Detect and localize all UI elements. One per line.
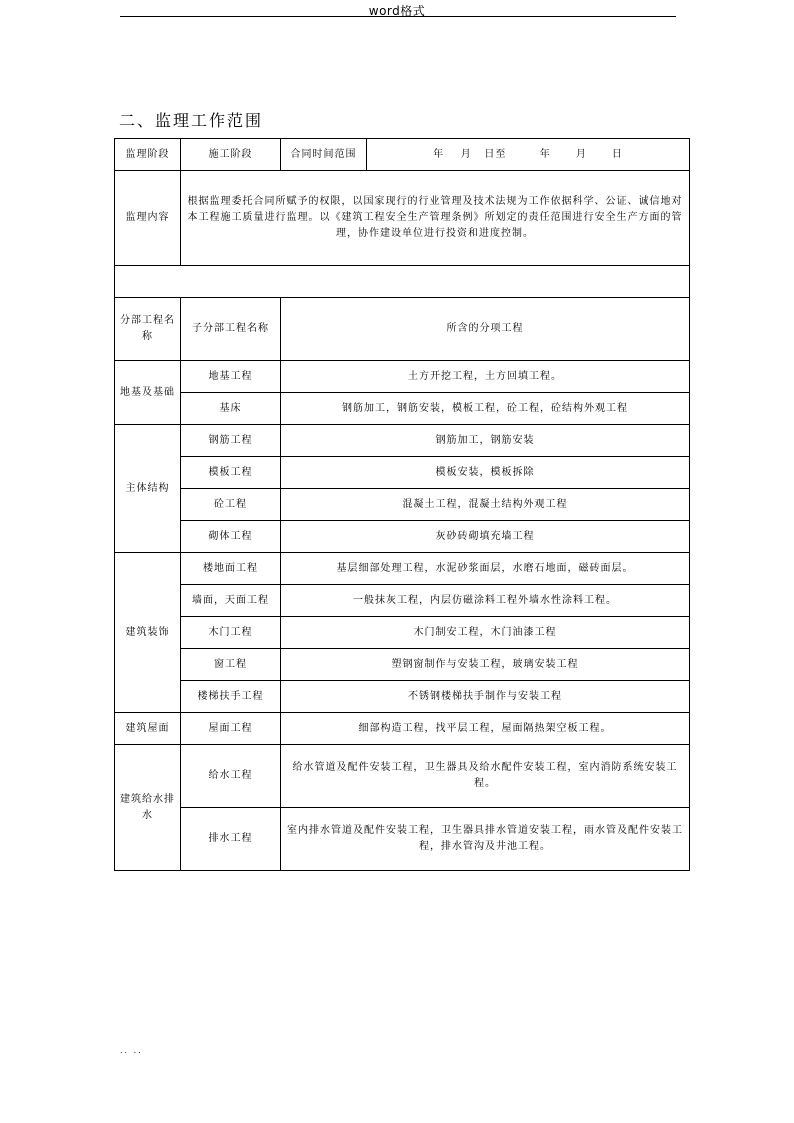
subdivision-items: 不锈钢楼梯扶手制作与安装工程 <box>281 681 690 713</box>
subdivision-name: 钢筋工程 <box>181 425 281 457</box>
subdivision-items: 土方开挖工程，土方回填工程。 <box>281 361 690 393</box>
column-header-subdivision: 子分部工程名称 <box>181 298 281 361</box>
subdivision-name: 给水工程 <box>181 745 281 808</box>
subdivision-items: 基层细部处理工程，水泥砂浆面层，水磨石地面，磁砖面层。 <box>281 553 690 585</box>
subdivision-items: 模板安装，模板拆除 <box>281 457 690 489</box>
subdivision-name: 砌体工程 <box>181 521 281 553</box>
table-row <box>115 649 690 681</box>
subdivision-name: 楼地面工程 <box>181 553 281 585</box>
table-row <box>115 489 690 521</box>
section-title: 二、监理工作范围 <box>119 111 264 130</box>
table-row <box>115 266 690 298</box>
division-name: 建筑装饰 <box>115 553 181 713</box>
subdivision-items: 钢筋加工，钢筋安装 <box>281 425 690 457</box>
stage-label: 监理阶段 <box>115 139 181 171</box>
division-name: 建筑给水排水 <box>115 745 181 871</box>
subdivision-items: 塑钢窗制作与安装工程，玻璃安装工程 <box>281 649 690 681</box>
blank-row <box>115 266 690 298</box>
subdivision-name: 基床 <box>181 393 281 425</box>
subdivision-name: 砼工程 <box>181 489 281 521</box>
subdivision-items: 细部构造工程，找平层工程，屋面隔热架空板工程。 <box>281 713 690 745</box>
subdivision-items: 钢筋加工，钢筋安装，模板工程，砼工程，砼结构外观工程 <box>281 393 690 425</box>
table-row <box>115 457 690 489</box>
table-row <box>115 425 690 457</box>
table-row <box>115 171 690 266</box>
subdivision-items: 室内排水管道及配件安装工程，卫生器具排水管道安装工程，雨水管及配件安装工程，排水管沟及井池工程。 <box>281 808 690 871</box>
table-row <box>115 808 690 871</box>
subdivision-name: 模板工程 <box>181 457 281 489</box>
contract-period-label: 合同时间范围 <box>281 139 367 171</box>
column-header-division: 分部工程名称 <box>115 298 181 361</box>
subdivision-items: 一般抹灰工程，内层仿磁涂料工程外墙水性涂料工程。 <box>281 585 690 617</box>
table-row <box>115 713 690 745</box>
subdivision-name: 墙面，天面工程 <box>181 585 281 617</box>
subdivision-name: 地基工程 <box>181 361 281 393</box>
table-row <box>115 139 690 171</box>
subdivision-items: 混凝土工程，混凝土结构外观工程 <box>281 489 690 521</box>
supervision-content: 根据监理委托合同所赋予的权限，以国家现行的行业管理及技术法规为工作依据科学、公证、诚信地对本工程施工质量进行监理。以《建筑工程安全生产管理条例》所划定的责任范围进行安全生产方面的管理，协作建设单位进行投资和进度控制。 <box>181 171 690 266</box>
content-label: 监理内容 <box>115 171 181 266</box>
header-rule <box>120 16 676 17</box>
table-row <box>115 585 690 617</box>
page-header-title: word格式 <box>368 4 426 18</box>
division-name: 建筑屋面 <box>115 713 181 745</box>
footer-mark: .. .. <box>120 1046 143 1055</box>
subdivision-items: 给水管道及配件安装工程，卫生器具及给水配件安装工程，室内消防系统安装工程。 <box>281 745 690 808</box>
division-name: 地基及基础 <box>115 361 181 425</box>
supervision-scope-table <box>114 138 690 871</box>
table-row <box>115 745 690 808</box>
subdivision-name: 窗工程 <box>181 649 281 681</box>
stage-value: 施工阶段 <box>181 139 281 171</box>
division-name: 主体结构 <box>115 425 181 553</box>
table-row <box>115 393 690 425</box>
subdivision-name: 屋面工程 <box>181 713 281 745</box>
table-row <box>115 521 690 553</box>
table-header-row <box>115 298 690 361</box>
subdivision-name: 楼梯扶手工程 <box>181 681 281 713</box>
subdivision-name: 排水工程 <box>181 808 281 871</box>
subdivision-items: 木门制安工程，木门油漆工程 <box>281 617 690 649</box>
table-row <box>115 553 690 585</box>
table-row <box>115 681 690 713</box>
table-row <box>115 617 690 649</box>
table-row <box>115 361 690 393</box>
subdivision-items: 灰砂砖砌填充墙工程 <box>281 521 690 553</box>
subdivision-name: 木门工程 <box>181 617 281 649</box>
column-header-items: 所含的分项工程 <box>281 298 690 361</box>
contract-period-value: 年 月 日至 年 月 日 <box>367 139 690 171</box>
